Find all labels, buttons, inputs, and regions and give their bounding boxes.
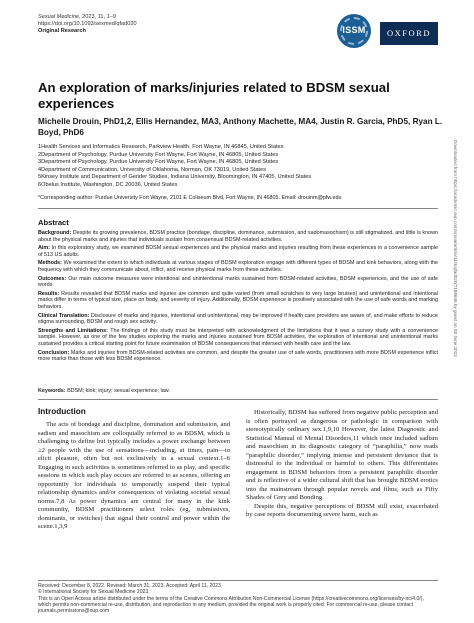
journal-header xyxy=(38,14,137,36)
intro-right-column xyxy=(246,409,438,520)
abstract-section-label: Conclusion: xyxy=(38,349,71,356)
journal-citation: Sexual Medicine, 2023, 11, 1–9 xyxy=(38,14,116,20)
keywords-label: Keywords: xyxy=(38,388,66,394)
divider xyxy=(38,399,438,400)
keywords xyxy=(38,388,438,394)
paragraph: Despite this, negative perceptions of BDSM still exist, exacerbated by case reports documenting severe harm, such as xyxy=(246,502,438,518)
affiliation: 2Department of Psychology, Purdue University Fort Wayne, Fort Wayne, IN 46805, United States xyxy=(38,151,279,158)
abstract-section-label: Methods: xyxy=(38,260,64,267)
abstract-section-label: Strengths and Limitations: xyxy=(38,327,111,334)
abstract-section-text: In this exploratory study, we examined BDSM sexual experiences and the physical marks and injuries resulting from these experiences in a convenience sample of 513 US adults. xyxy=(38,245,438,258)
divider xyxy=(38,580,438,581)
affiliation: 5Kinsey Institute and Department of Gender Studies, Indiana University, Bloomington, IN 47405, United States xyxy=(38,174,312,181)
affiliation-list xyxy=(38,144,448,190)
affiliation: 3Department of Psychology, Purdue University Fort Wayne, Fort Wayne, IN 46805, United States xyxy=(38,159,279,166)
author-list: Michelle Drouin, PhD1,2, Ellis Hernandez, MA3, Anthony Machette, MA4, Justin R. Garcia, PhD5, Ryan L. Boyd, PhD6 xyxy=(38,117,443,137)
paragraph: Historically, BDSM has suffered from negative public perception and is often portrayed as dangerous or pathologic in comparison with stereotypically ordinary sex.1,9,10 However, the latest Diagnostic and Statistical Manual of Mental Disorders,11 which once included sadism and masochism in its diagnostic category of “paraphilia,” now reads “paraphilic disorder,” implying intense and persistent deviance that is distressful to the individual or harmful to others. This differentiates engagement in BDSM behaviors from a persistent paraphilic disorder and is reflective of a wider cultural shift that has brought BDSM erotics into the mainstream through popular novels and films, such as Fifty Shades of Grey and Bonding. xyxy=(246,409,438,501)
affiliation: 6Obelus Institute, Washington, DC 20036, United States xyxy=(38,181,178,188)
abstract-section xyxy=(38,230,438,243)
abstract-section-text: Marks and injuries from BDSM-related activities are common, and despite the greater use of safe words, practitioners with more BDSM experience inflict more marks than those with less BDSM experience. xyxy=(38,349,438,363)
affiliation: 4Department of Communication, University of Oklahoma, Norman, OK 73019, United States xyxy=(38,166,266,173)
article-type: Original Research xyxy=(38,28,86,35)
abstract-section xyxy=(38,260,438,273)
article-dates: Received: December 8, 2022. Revised: March 31, 2023. Accepted: April 11, 2023 xyxy=(38,583,221,589)
affiliation: 1Health Services and Informatics Research, Parkview Health, Fort Wayne, IN 46845, United States xyxy=(38,144,284,150)
abstract-section-text: We examined the extent to which individuals at various stages of BDSM exploration engage with different types of BDSM and kink behaviors, along with the frequency with which they communicate about, inflict, and receive physical marks from these activities. xyxy=(38,260,439,273)
article-footer xyxy=(38,583,438,614)
abstract-section-text: Disclosure of marks and injuries, intentional and unintentional, may be improved if health care providers are aware of, and make efforts to reduce stigma surrounding, BDSM and rough sex activity. xyxy=(38,312,438,326)
keywords-text: BDSM; kink; injury; sexual experience; law. xyxy=(67,388,170,394)
abstract-section xyxy=(38,291,438,311)
abstract-section-label: Aim: xyxy=(38,245,52,252)
license-text: This is an Open Access article distributed under the terms of the Creative Commons Attribution Non-Commercial License (https://creativecommons.org/licenses/by-nc/4.0/), which permits non-commercial re-use, distribution, and reproduction in any medium, provided the original work is properly cited. For commercial re-use, please contact journals.permissions@oup.com xyxy=(38,595,424,615)
abstract-section xyxy=(38,350,438,363)
abstract-section-text: Despite its growing prevalence, BDSM practice (bondage, discipline, dominance, submission, and sadomasochism) is still stigmatized, and little is known about the physical marks and injuries that individuals sustain from consensual BDSM-related activities. xyxy=(38,230,438,243)
article-title: An exploration of marks/injuries related to BDSM sexual experiences xyxy=(38,80,390,111)
abstract-section-label: Outcomes: xyxy=(38,275,69,282)
abstract-section xyxy=(38,328,438,348)
copyright: © International Society for Sexual Medicine 2023. xyxy=(38,589,150,596)
intro-left-column xyxy=(38,421,230,532)
doi-link[interactable]: https://doi.org/10.1093/sexmed/qfad020 xyxy=(38,21,137,28)
abstract-section-text: Our main outcome measures were intentional and unintentional marks sustained from BDSM-related activities, BDSM experiences, and the use of safe words. xyxy=(38,275,438,289)
introduction-heading: Introduction xyxy=(38,407,86,416)
abstract-body xyxy=(38,230,438,365)
abstract-section xyxy=(38,313,438,326)
abstract-section xyxy=(38,276,438,289)
abstract-section-text: The findings of this study must be interpreted with acknowledgment of the limitations that it was a survey study with a convenience sample. However, as one of the few studies exploring the marks and injuries sustained from BDSM activities, the exploration of intentional and unintentional marks sustained provides a critical starting point for future examination of BDSM consequences that intersect with health care and the law. xyxy=(38,327,439,347)
abstract-section-text: Results revealed that BDSM marks and injuries are common and quite varied (from small scratches to very large bruises) and unintentional and intentional marks differ in terms of typical size, place on body, and severity of injury. Additionally, BDSM experience is positively associated with the use of safe words and marking behaviors. xyxy=(38,290,438,310)
paragraph: The acts of bondage and discipline, domination and submission, and sadism and masochism are colloquially referred to as BDSM, which is challenging to define but typically includes a power exchange between ≥2 people with the use of sensations—including, at times, pain—to elicit pleasure, often but not exclusively in a sexual context.1–6 Engaging in such activities is sometimes referred to as play, and specific sessions in which such play occurs are referred to as scenes, offering an opportunity for individuals to temporarily suspend their typical relationship dynamics and/or consequences of violating societal sexual norms.7,8 As power dynamics are central for many in the kink community, BDSM practitioners select roles (eg, submissives, dominants, or switches) that signal their control and power within the scene.1,3,9 xyxy=(38,421,230,530)
abstract-section-label: Results: xyxy=(38,290,62,297)
abstract-section-label: Clinical Translation: xyxy=(38,312,91,319)
issm-logo xyxy=(337,14,371,48)
oxford-logo: OXFORD xyxy=(380,22,438,45)
issm-logo-text: ISSM xyxy=(342,25,366,35)
download-sidebar xyxy=(452,140,460,490)
corresponding-author: *Corresponding author: Purdue University Fort Wayne, 2101 E Coliseum Blvd, Fort Wayne, IN 46805. Email: drouinm@pfw.edu xyxy=(38,195,342,201)
abstract-heading: Abstract xyxy=(38,218,69,227)
abstract-section xyxy=(38,245,438,258)
download-note: Downloaded from https://academic.oup.com/smoa/article/11/3/qfad020/7188646 by guest on 03 June 2023 xyxy=(453,140,458,357)
divider xyxy=(38,208,438,209)
abstract-section-label: Background: xyxy=(38,230,73,236)
